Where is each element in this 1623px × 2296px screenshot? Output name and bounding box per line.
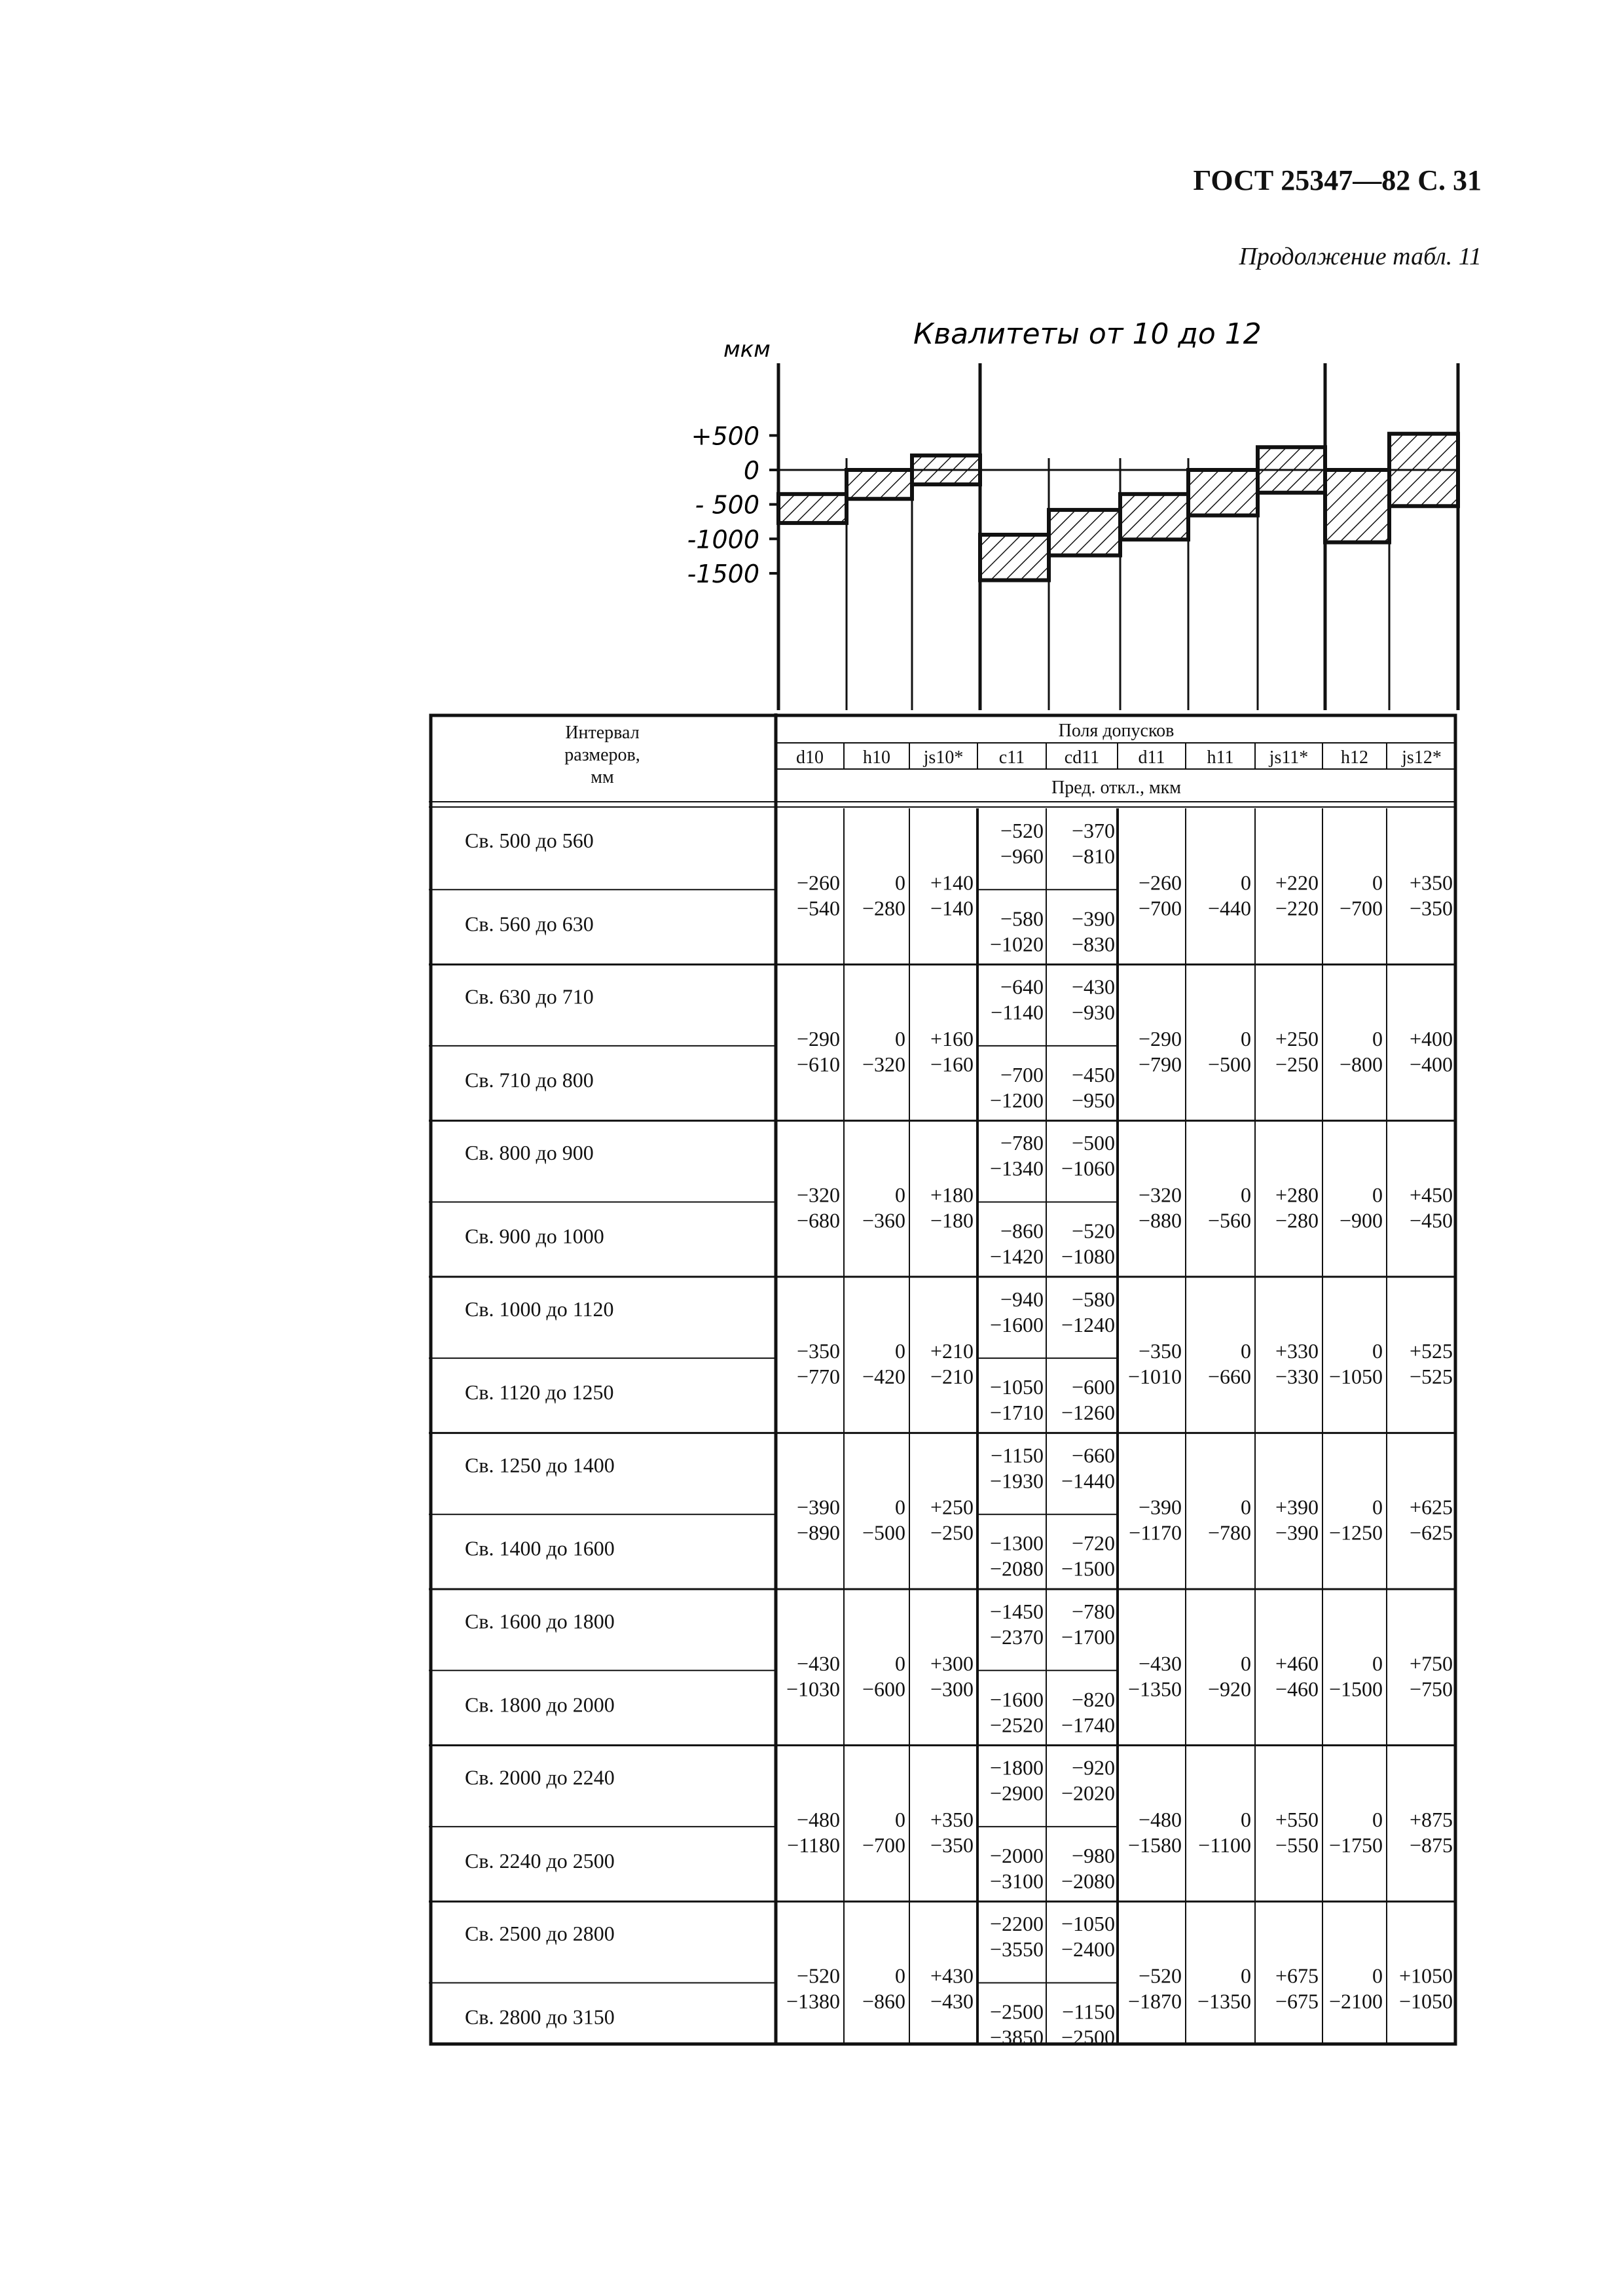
size-interval-label: Св. 2240 до 2500 bbox=[465, 1848, 615, 1873]
deviation-upper-c11: −1450 bbox=[989, 1600, 1044, 1623]
deviation-lower-h11: −1100 bbox=[1198, 1833, 1251, 1857]
deviation-lower-js10: −160 bbox=[930, 1052, 974, 1076]
deviation-upper-h11: 0 bbox=[1241, 870, 1251, 895]
deviation-lower-cd11: −810 bbox=[1071, 844, 1115, 868]
deviation-lower-js10: −300 bbox=[930, 1677, 974, 1701]
field-header-c11: c11 bbox=[998, 747, 1025, 768]
deviation-upper-h12: 0 bbox=[1372, 1026, 1383, 1050]
deviation-lower-c11: −1340 bbox=[989, 1157, 1044, 1181]
field-header-h10: h10 bbox=[863, 747, 890, 768]
deviation-lower-c11: −1420 bbox=[989, 1244, 1044, 1268]
deviation-upper-cd11: −920 bbox=[1071, 1755, 1115, 1780]
table-row-group bbox=[429, 1287, 1457, 1433]
deviation-upper-c11: −1150 bbox=[991, 1443, 1044, 1467]
deviation-lower-cd11: −1440 bbox=[1061, 1469, 1115, 1493]
deviation-upper-h12: 0 bbox=[1372, 1651, 1383, 1676]
size-header-line: размеров, bbox=[564, 745, 640, 765]
deviation-upper-h10: 0 bbox=[895, 870, 905, 895]
deviation-lower-js11: −280 bbox=[1275, 1208, 1319, 1232]
deviation-upper-h12: 0 bbox=[1372, 1183, 1383, 1207]
deviation-upper-js11: +220 bbox=[1275, 870, 1319, 895]
deviation-upper-d11: −430 bbox=[1138, 1651, 1182, 1676]
deviation-lower-h11: −1350 bbox=[1197, 1989, 1251, 2013]
deviation-upper-c11: −1300 bbox=[989, 1531, 1044, 1555]
table-row-group bbox=[429, 1131, 1457, 1277]
deviation-upper-cd11: −1150 bbox=[1062, 2000, 1115, 2024]
size-interval-label: Св. 1600 до 1800 bbox=[465, 1609, 615, 1633]
deviation-upper-c11: −1050 bbox=[989, 1375, 1044, 1399]
deviation-upper-c11: −940 bbox=[1000, 1287, 1044, 1311]
diagram-tick-label: -1500 bbox=[687, 559, 759, 588]
deviation-lower-c11: −2900 bbox=[989, 1781, 1044, 1805]
deviation-upper-c11: −580 bbox=[1000, 906, 1044, 931]
deviation-upper-h11: 0 bbox=[1241, 1964, 1251, 1988]
deviation-upper-h12: 0 bbox=[1372, 1495, 1383, 1519]
size-interval-label: Св. 1250 до 1400 bbox=[465, 1453, 615, 1477]
diagram-tick-label: +500 bbox=[691, 422, 759, 451]
deviation-lower-h12: −700 bbox=[1339, 896, 1383, 920]
deviation-upper-cd11: −1050 bbox=[1061, 1912, 1115, 1936]
deviation-lower-cd11: −1260 bbox=[1061, 1401, 1115, 1425]
deviation-lower-cd11: −1080 bbox=[1061, 1244, 1115, 1268]
deviation-upper-js12: +1050 bbox=[1398, 1964, 1453, 1988]
deviation-lower-d11: −1870 bbox=[1127, 1989, 1182, 2013]
deviation-upper-js11: +390 bbox=[1275, 1495, 1319, 1519]
deviation-lower-d10: −770 bbox=[796, 1365, 840, 1389]
deviation-upper-h11: 0 bbox=[1241, 1495, 1251, 1519]
field-header-d10: d10 bbox=[796, 747, 824, 768]
size-interval-label: Св. 1000 до 1120 bbox=[465, 1297, 614, 1321]
deviation-lower-h11: −500 bbox=[1207, 1052, 1251, 1076]
deviation-upper-d11: −390 bbox=[1138, 1495, 1182, 1519]
deviation-lower-js11: −220 bbox=[1275, 896, 1319, 920]
deviation-lower-d11: −1350 bbox=[1127, 1677, 1182, 1701]
table-row-group bbox=[429, 1443, 1457, 1589]
size-interval-label: Св. 710 до 800 bbox=[465, 1067, 594, 1092]
deviation-upper-cd11: −780 bbox=[1071, 1600, 1115, 1623]
deviation-lower-d11: −880 bbox=[1138, 1208, 1182, 1232]
size-header-line: Интервал bbox=[565, 723, 640, 743]
deviation-upper-d10: −260 bbox=[796, 870, 840, 895]
tolerance-bar-c11 bbox=[980, 535, 1049, 580]
deviation-lower-d10: −1030 bbox=[786, 1677, 840, 1701]
table-row-group bbox=[429, 1912, 1453, 2049]
deviation-lower-js11: −390 bbox=[1275, 1520, 1319, 1545]
size-interval-label: Св. 630 до 710 bbox=[465, 984, 594, 1009]
deviation-upper-h10: 0 bbox=[895, 1183, 905, 1207]
tolerance-bar-h10 bbox=[847, 470, 912, 499]
deviation-upper-cd11: −450 bbox=[1071, 1062, 1115, 1086]
table-row-group bbox=[429, 975, 1457, 1121]
deviation-lower-js10: −430 bbox=[930, 1989, 974, 2013]
deviation-lower-d11: −700 bbox=[1138, 896, 1182, 920]
size-interval-label: Св. 2800 до 3150 bbox=[465, 2005, 615, 2029]
deviation-upper-js10: +350 bbox=[930, 1807, 974, 1831]
deviation-lower-h10: −280 bbox=[862, 896, 905, 920]
size-header-line: мм bbox=[591, 767, 614, 787]
tolerance-bar-h11 bbox=[1188, 470, 1258, 515]
deviation-lower-c11: −2080 bbox=[989, 1556, 1044, 1581]
deviation-lower-cd11: −930 bbox=[1071, 1000, 1115, 1024]
deviation-upper-c11: −860 bbox=[1000, 1219, 1044, 1243]
deviation-upper-d11: −520 bbox=[1138, 1964, 1182, 1988]
deviation-lower-js12: −875 bbox=[1409, 1833, 1453, 1857]
field-header-d11: d11 bbox=[1138, 747, 1165, 768]
deviation-upper-h11: 0 bbox=[1241, 1026, 1251, 1050]
diagram-tick-label: 0 bbox=[743, 456, 759, 485]
deviation-lower-cd11: −1700 bbox=[1061, 1625, 1115, 1649]
deviation-lower-cd11: −1060 bbox=[1061, 1157, 1115, 1181]
deviation-upper-js10: +140 bbox=[930, 870, 974, 895]
deviation-lower-cd11: −1500 bbox=[1061, 1556, 1115, 1581]
deviation-lower-c11: −1600 bbox=[989, 1312, 1044, 1336]
deviation-upper-d10: −390 bbox=[796, 1495, 840, 1519]
deviation-upper-js12: +525 bbox=[1409, 1339, 1453, 1363]
deviation-lower-h11: −780 bbox=[1207, 1520, 1251, 1545]
deviation-upper-js12: +350 bbox=[1409, 870, 1453, 895]
deviation-lower-d10: −540 bbox=[796, 896, 840, 920]
deviation-upper-h11: 0 bbox=[1241, 1807, 1251, 1831]
deviation-upper-js12: +625 bbox=[1409, 1495, 1453, 1519]
deviation-upper-d10: −320 bbox=[796, 1183, 840, 1207]
deviation-lower-c11: −3550 bbox=[989, 1937, 1044, 1962]
deviation-lower-cd11: −2020 bbox=[1061, 1781, 1115, 1805]
deviation-lower-c11: −1930 bbox=[989, 1469, 1044, 1493]
deviation-upper-cd11: −390 bbox=[1071, 906, 1115, 931]
field-header-cd11: cd11 bbox=[1064, 747, 1100, 768]
table-row-group bbox=[429, 1600, 1457, 1746]
deviation-upper-h12: 0 bbox=[1372, 1964, 1383, 1988]
deviation-lower-d10: −1380 bbox=[786, 1989, 840, 2013]
deviation-upper-js10: +430 bbox=[930, 1964, 974, 1988]
deviation-lower-c11: −1140 bbox=[991, 1000, 1044, 1024]
deviation-lower-js12: −450 bbox=[1409, 1208, 1453, 1232]
deviation-lower-h12: −900 bbox=[1339, 1208, 1383, 1232]
field-header-js11-star: js11* bbox=[1269, 747, 1309, 768]
deviation-lower-js11: −550 bbox=[1275, 1833, 1319, 1857]
deviation-lower-js12: −625 bbox=[1409, 1520, 1453, 1545]
deviation-lower-c11: −2370 bbox=[989, 1625, 1044, 1649]
deviation-lower-d11: −1580 bbox=[1127, 1833, 1182, 1857]
size-interval-label: Св. 1800 до 2000 bbox=[465, 1693, 615, 1717]
deviation-upper-h11: 0 bbox=[1241, 1651, 1251, 1676]
deviation-lower-h10: −420 bbox=[862, 1365, 905, 1389]
deviation-lower-js11: −330 bbox=[1275, 1365, 1319, 1389]
deviation-upper-c11: −1800 bbox=[989, 1755, 1044, 1780]
deviation-lower-h11: −440 bbox=[1207, 896, 1251, 920]
field-header-h11: h11 bbox=[1207, 747, 1234, 768]
tolerance-diagram bbox=[0, 0, 1623, 720]
deviation-upper-d10: −430 bbox=[796, 1651, 840, 1676]
tolerance-table bbox=[429, 713, 1463, 2055]
deviation-lower-d11: −790 bbox=[1138, 1052, 1182, 1076]
deviation-lower-h12: −1050 bbox=[1328, 1365, 1383, 1389]
table-row-group bbox=[429, 1756, 1457, 1902]
tolerance-bar-d10 bbox=[778, 494, 847, 523]
deviation-lower-cd11: −2400 bbox=[1061, 1937, 1115, 1962]
deviation-upper-cd11: −660 bbox=[1071, 1443, 1115, 1467]
field-header-js10-star: js10* bbox=[923, 747, 964, 768]
deviation-lower-h10: −860 bbox=[862, 1989, 905, 2013]
deviation-upper-cd11: −980 bbox=[1071, 1843, 1115, 1867]
size-interval-label: Св. 560 до 630 bbox=[465, 912, 594, 936]
deviation-lower-js10: −250 bbox=[930, 1520, 974, 1545]
deviation-upper-c11: −640 bbox=[1000, 975, 1044, 999]
deviation-upper-cd11: −370 bbox=[1071, 819, 1115, 842]
deviation-upper-c11: −700 bbox=[1000, 1062, 1044, 1086]
tolerance-bar-js12-star bbox=[1389, 434, 1458, 507]
diagram-title: Квалитеты от 10 до 12 bbox=[913, 317, 1262, 351]
deviation-lower-h10: −360 bbox=[862, 1208, 905, 1232]
deviation-upper-js10: +300 bbox=[930, 1651, 974, 1676]
deviation-upper-h12: 0 bbox=[1372, 870, 1383, 895]
deviation-lower-js11: −460 bbox=[1275, 1677, 1319, 1701]
deviation-upper-h12: 0 bbox=[1372, 1339, 1383, 1363]
deviation-upper-c11: −780 bbox=[1000, 1131, 1044, 1155]
deviation-lower-h11: −660 bbox=[1207, 1365, 1251, 1389]
deviation-upper-h10: 0 bbox=[895, 1026, 905, 1050]
deviation-upper-js10: +210 bbox=[930, 1339, 974, 1363]
deviation-lower-js12: −525 bbox=[1409, 1365, 1453, 1389]
deviation-upper-cd11: −520 bbox=[1071, 1219, 1115, 1243]
table-row-group bbox=[429, 819, 1457, 965]
size-interval-label: Св. 500 до 560 bbox=[465, 829, 594, 852]
deviation-lower-d11: −1170 bbox=[1129, 1520, 1182, 1545]
deviation-upper-d11: −480 bbox=[1138, 1807, 1182, 1831]
deviation-lower-d10: −680 bbox=[796, 1208, 840, 1232]
deviation-upper-d10: −350 bbox=[796, 1339, 840, 1363]
deviation-lower-d10: −1180 bbox=[787, 1833, 840, 1857]
field-header-js12-star: js12* bbox=[1402, 747, 1442, 768]
deviation-lower-js10: −350 bbox=[930, 1833, 974, 1857]
deviation-lower-cd11: −1240 bbox=[1061, 1312, 1115, 1336]
deviation-upper-d11: −290 bbox=[1138, 1026, 1182, 1050]
deviation-upper-js11: +250 bbox=[1275, 1026, 1319, 1050]
deviation-upper-h10: 0 bbox=[895, 1651, 905, 1676]
deviation-upper-cd11: −600 bbox=[1071, 1375, 1115, 1399]
deviation-lower-h12: −1250 bbox=[1328, 1520, 1383, 1545]
deviation-upper-h10: 0 bbox=[895, 1964, 905, 1988]
deviation-lower-js12: −750 bbox=[1409, 1677, 1453, 1701]
deviation-upper-d10: −290 bbox=[796, 1026, 840, 1050]
deviation-lower-js10: −180 bbox=[930, 1208, 974, 1232]
diagram-tick-label: -1000 bbox=[687, 525, 759, 554]
deviation-upper-h10: 0 bbox=[895, 1495, 905, 1519]
tolerance-bar-js10-star bbox=[912, 456, 980, 484]
deviation-upper-js12: +750 bbox=[1409, 1651, 1453, 1676]
deviation-upper-js12: +450 bbox=[1409, 1183, 1453, 1207]
deviation-lower-js12: −350 bbox=[1409, 896, 1453, 920]
deviation-upper-h11: 0 bbox=[1241, 1339, 1251, 1363]
deviation-upper-js11: +280 bbox=[1275, 1183, 1319, 1207]
diagram-unit-label: мкм bbox=[723, 336, 771, 363]
deviation-lower-js10: −140 bbox=[930, 896, 974, 920]
deviation-lower-js11: −675 bbox=[1275, 1989, 1319, 2013]
deviation-upper-js10: +250 bbox=[930, 1495, 974, 1519]
deviation-upper-cd11: −500 bbox=[1071, 1131, 1115, 1155]
deviation-upper-js11: +330 bbox=[1275, 1339, 1319, 1363]
size-interval-label: Св. 800 до 900 bbox=[465, 1141, 594, 1165]
deviation-upper-h11: 0 bbox=[1241, 1183, 1251, 1207]
tolerance-bar-h12 bbox=[1325, 470, 1389, 543]
deviation-upper-d11: −260 bbox=[1138, 870, 1182, 895]
size-interval-label: Св. 2500 до 2800 bbox=[465, 1922, 615, 1946]
fields-header: Поля допусков bbox=[1058, 721, 1175, 741]
limits-header: Пред. откл., мкм bbox=[1051, 778, 1182, 798]
deviation-upper-cd11: −430 bbox=[1071, 975, 1115, 999]
deviation-upper-cd11: −820 bbox=[1071, 1687, 1115, 1712]
deviation-upper-d10: −520 bbox=[796, 1964, 840, 1988]
deviation-upper-c11: −2500 bbox=[989, 2000, 1044, 2024]
deviation-lower-js12: −400 bbox=[1409, 1052, 1453, 1076]
diagram-bars bbox=[778, 434, 1458, 581]
deviation-lower-cd11: −2500 bbox=[1061, 2025, 1115, 2049]
deviation-upper-js10: +180 bbox=[930, 1183, 974, 1207]
deviation-lower-d11: −1010 bbox=[1127, 1365, 1182, 1389]
deviation-upper-js11: +675 bbox=[1275, 1964, 1319, 1988]
deviation-upper-d11: −320 bbox=[1138, 1183, 1182, 1207]
size-interval-label: Св. 2000 до 2240 bbox=[465, 1765, 615, 1789]
deviation-upper-c11: −520 bbox=[1000, 819, 1044, 842]
deviation-lower-h10: −700 bbox=[862, 1833, 905, 1857]
deviation-upper-d11: −350 bbox=[1138, 1339, 1182, 1363]
deviation-lower-h12: −1500 bbox=[1328, 1677, 1383, 1701]
deviation-lower-cd11: −950 bbox=[1071, 1088, 1115, 1112]
deviation-upper-js11: +550 bbox=[1275, 1807, 1319, 1831]
deviation-lower-h12: −1750 bbox=[1328, 1833, 1383, 1857]
deviation-lower-d10: −890 bbox=[796, 1520, 840, 1545]
deviation-lower-c11: −2520 bbox=[989, 1713, 1044, 1737]
tolerance-bar-js11-star bbox=[1258, 447, 1325, 492]
deviation-lower-h11: −560 bbox=[1207, 1208, 1251, 1232]
size-interval-label: Св. 1120 до 1250 bbox=[465, 1380, 614, 1405]
deviation-lower-cd11: −2080 bbox=[1061, 1869, 1115, 1893]
deviation-upper-h12: 0 bbox=[1372, 1807, 1383, 1831]
tolerance-bar-d11 bbox=[1120, 494, 1188, 539]
deviation-upper-h10: 0 bbox=[895, 1807, 905, 1831]
deviation-upper-c11: −2000 bbox=[989, 1843, 1044, 1867]
field-header-h12: h12 bbox=[1341, 747, 1368, 768]
deviation-lower-c11: −1200 bbox=[989, 1088, 1044, 1112]
deviation-upper-js12: +875 bbox=[1409, 1807, 1453, 1831]
deviation-lower-c11: −960 bbox=[1000, 844, 1044, 868]
deviation-lower-cd11: −830 bbox=[1071, 932, 1115, 956]
tolerance-bar-cd11 bbox=[1049, 510, 1120, 555]
size-interval-label: Св. 1400 до 1600 bbox=[465, 1536, 615, 1560]
deviation-lower-js10: −210 bbox=[930, 1365, 974, 1389]
deviation-upper-c11: −1600 bbox=[989, 1687, 1044, 1712]
deviation-upper-d10: −480 bbox=[796, 1807, 840, 1831]
deviation-upper-cd11: −580 bbox=[1071, 1287, 1115, 1311]
deviation-lower-h10: −320 bbox=[862, 1052, 905, 1076]
deviation-lower-h12: −800 bbox=[1339, 1052, 1383, 1076]
deviation-lower-h12: −2100 bbox=[1328, 1989, 1383, 2013]
deviation-lower-c11: −1020 bbox=[989, 932, 1044, 956]
deviation-upper-js10: +160 bbox=[930, 1026, 974, 1050]
deviation-lower-c11: −3100 bbox=[989, 1869, 1044, 1893]
deviation-lower-d10: −610 bbox=[796, 1052, 840, 1076]
deviation-lower-c11: −3850 bbox=[989, 2025, 1044, 2049]
deviation-lower-js12: −1050 bbox=[1398, 1989, 1453, 2013]
table-continuation-label: Продолжение табл. 11 bbox=[1239, 243, 1482, 270]
deviation-upper-h10: 0 bbox=[895, 1339, 905, 1363]
deviation-lower-h10: −500 bbox=[862, 1520, 905, 1545]
deviation-upper-js12: +400 bbox=[1409, 1026, 1453, 1050]
deviation-lower-cd11: −1740 bbox=[1061, 1713, 1115, 1737]
size-interval-label: Св. 900 до 1000 bbox=[465, 1224, 604, 1248]
deviation-lower-h11: −920 bbox=[1207, 1677, 1251, 1701]
page-header-title: ГОСТ 25347—82 С. 31 bbox=[1193, 164, 1482, 196]
deviation-upper-c11: −2200 bbox=[989, 1912, 1044, 1936]
deviation-lower-h10: −600 bbox=[862, 1677, 905, 1701]
deviation-upper-cd11: −720 bbox=[1071, 1531, 1115, 1555]
deviation-upper-js11: +460 bbox=[1275, 1651, 1319, 1676]
deviation-lower-c11: −1710 bbox=[989, 1401, 1044, 1425]
diagram-tick-label: - 500 bbox=[695, 490, 759, 520]
deviation-lower-js11: −250 bbox=[1275, 1052, 1319, 1076]
